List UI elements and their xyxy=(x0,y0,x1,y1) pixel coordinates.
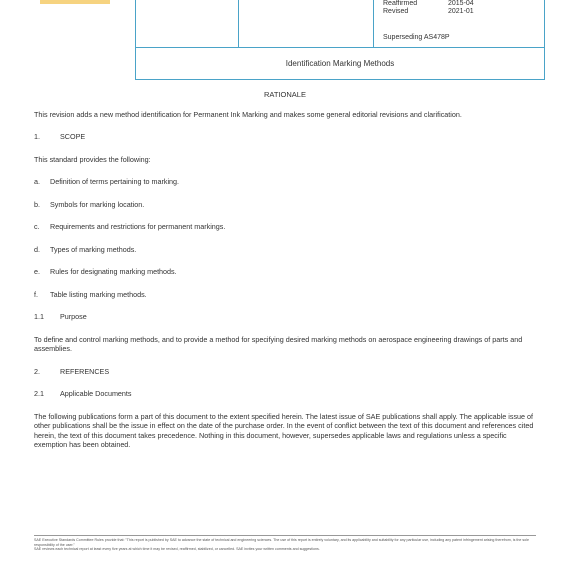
revision-table xyxy=(383,0,474,16)
header-divider-right xyxy=(373,0,374,48)
applicable-text: The following publications form a part of this document to the extent specified herein. The latest issue of SAE publications shall apply. The applicable issue of other publications shall be the issue in effect on the date of the purchase order. In the event of conflict between the text of this document and references cited herein, the text of this document takes precedence. Nothing in this document, however, supersedes applicable laws and regulations unless a specific exemption has been obtained. xyxy=(34,411,534,449)
revision-label: Revised xyxy=(383,8,409,15)
sae-logo-fragment xyxy=(40,0,110,4)
section-purpose-heading xyxy=(34,312,536,322)
section-title: REFERENCES xyxy=(60,366,110,376)
rationale-heading: RATIONALE xyxy=(264,90,306,99)
item-text: Symbols for marking location. xyxy=(50,199,145,209)
footer-line: SAE reviews each technical report at least every five years at which time it may be revised, reaffirmed, stabilized, or cancelled. SAE invites your written comments and suggestions. xyxy=(34,547,320,552)
section-title: SCOPE xyxy=(60,132,86,141)
item-letter: c. xyxy=(34,222,40,231)
section-number: 2.1 xyxy=(34,389,44,398)
section-references-heading xyxy=(34,367,536,377)
item-text: Table listing marking methods. xyxy=(50,289,147,299)
revision-row-reaffirmed xyxy=(383,0,474,8)
section-number: 1. xyxy=(34,132,40,141)
section-scope-heading xyxy=(34,132,536,142)
scope-item xyxy=(34,267,536,277)
scope-item xyxy=(34,177,536,187)
item-letter: b. xyxy=(34,199,40,209)
header-box xyxy=(135,0,545,48)
item-text: Rules for designating marking methods. xyxy=(50,267,177,276)
item-letter: d. xyxy=(34,244,40,254)
section-number: 1.1 xyxy=(34,312,44,321)
revision-row-revised xyxy=(383,8,474,16)
superseding-note: Superseding AS478P xyxy=(383,34,450,41)
section-applicable-heading xyxy=(34,389,536,399)
revision-date: 2021-01 xyxy=(448,8,474,15)
item-text: Definition of terms pertaining to marking. xyxy=(50,177,180,186)
rationale-text: This revision adds a new method identification for Permanent Ink Marking and makes some general editorial revisions and clarification. xyxy=(34,109,462,119)
section-title: Purpose xyxy=(60,312,87,321)
scope-item xyxy=(34,290,536,300)
scope-item xyxy=(34,222,536,232)
item-text: Requirements and restrictions for permanent markings. xyxy=(50,222,226,231)
document-title: Identification Marking Methods xyxy=(285,59,395,68)
document-body xyxy=(34,90,536,463)
revision-label: Reaffirmed xyxy=(383,0,418,7)
item-letter: f. xyxy=(34,289,38,299)
legal-footer xyxy=(34,535,536,552)
item-letter: e. xyxy=(34,267,40,276)
item-letter: a. xyxy=(34,177,40,186)
footer-line: SAE Executive Standards Committee Rules provide that: "This report is published by SAE to advance the state of technical and engineering sciences. The use of this report is entirely voluntary, and its applicability and suitability for any particular use, including any patent infringement arising therefrom, is the sole responsibility of the user." xyxy=(34,538,529,547)
scope-intro: This standard provides the following: xyxy=(34,154,151,164)
scope-item xyxy=(34,200,536,210)
revision-date: 2015-04 xyxy=(448,0,474,7)
section-title: Applicable Documents xyxy=(60,389,132,398)
header-divider xyxy=(238,0,239,48)
item-text: Types of marking methods. xyxy=(50,244,137,254)
document-title-box xyxy=(135,47,545,80)
scope-item xyxy=(34,245,536,255)
purpose-text: To define and control marking methods, and to provide a method for specifying desired marking methods on aerospace engineering drawings of parts and assemblies. xyxy=(34,334,523,353)
section-number: 2. xyxy=(34,366,40,376)
